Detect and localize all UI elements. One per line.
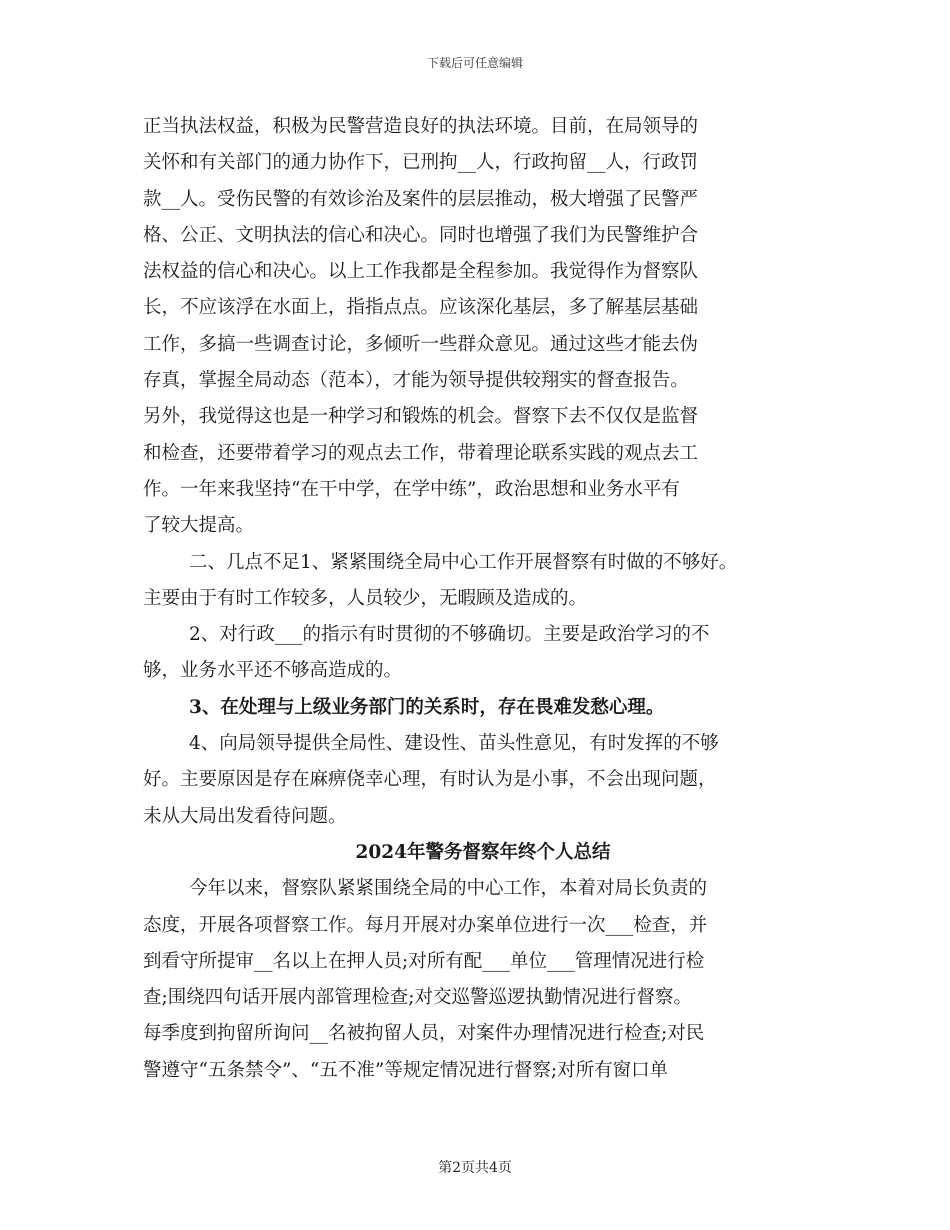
- text-line: 长，不应该浮在水面上，指指点点。应该深化基层，多了解基层基础: [143, 297, 699, 319]
- paragraph-start-line: 2、对行政___的指示有时贯彻的不够确切。主要是政治学习的不: [189, 624, 710, 646]
- page-header: 下载后可任意编辑: [426, 56, 523, 70]
- text-line: 查;围绕四句话开展内部管理检查;对交巡警巡逻执勤情况进行督察。: [143, 987, 692, 1009]
- bold-paragraph-line: 3、在处理与上级业务部门的关系时，存在畏难发愁心理。: [189, 696, 665, 718]
- text-line: 好。主要原因是存在麻痹侥幸心理，有时认为是小事，不会出现问题，: [143, 769, 717, 791]
- text-line: 工作，多搞一些调查讨论，多倾听一些群众意见。通过这些才能去伪: [143, 333, 699, 355]
- text-line: 款__人。受伤民警的有效诊治及案件的层层推动，极大增强了民警严: [143, 188, 699, 210]
- section-title: 2024年警务督察年终个人总结: [355, 841, 611, 863]
- text-line: 和检查，还要带着学习的观点去工作，带着理论联系实践的观点去工: [143, 442, 699, 464]
- text-line: 作。一年来我坚持“在干中学，在学中练”，政治思想和业务水平有: [143, 478, 680, 500]
- paragraph-start-line: 二、几点不足1、紧紧围绕全局中心工作开展督察有时做的不够好。: [189, 551, 738, 573]
- text-line: 格、公正、文明执法的信心和决心。同时也增强了我们为民警维护合: [143, 224, 699, 246]
- text-line: 正当执法权益，积极为民警营造良好的执法环境。目前，在局领导的: [143, 116, 699, 137]
- text-line: 态度，开展各项督察工作。每月开展对办案单位进行一次___检查，并: [143, 914, 708, 936]
- text-line: 关怀和有关部门的通力协作下，已刑拘__人，行政拘留__人，行政罚: [143, 152, 699, 174]
- paragraph-start-line: 今年以来，督察队紧紧围绕全局的中心工作，本着对局长负责的: [189, 878, 708, 900]
- text-line: 每季度到拘留所询问__名被拘留人员，对案件办理情况进行检查;对民: [143, 1023, 705, 1045]
- text-line: 警遵守“五条禁令”、“五不准”等规定情况进行督察;对所有窗口单: [143, 1059, 669, 1081]
- page-footer: 第2页共4页: [438, 1160, 512, 1176]
- text-line: 主要由于有时工作较多，人员较少，无暇顾及造成的。: [143, 587, 588, 609]
- paragraph-start-line: 4、向局领导提供全局性、建设性、苗头性意见，有时发挥的不够: [189, 733, 719, 755]
- text-line: 存真，掌握全局动态（范本），才能为领导提供较翔实的督查报告。: [143, 370, 689, 392]
- text-line: 了较大提高。: [143, 515, 255, 537]
- text-line: 法权益的信心和决心。以上工作我都是全程参加。我觉得作为督察队: [143, 261, 699, 283]
- text-line: 未从大局出发看待问题。: [143, 805, 347, 827]
- document-body: [143, 109, 823, 1089]
- text-line: 够，业务水平还不够高造成的。: [143, 660, 403, 682]
- text-line: 另外，我觉得这也是一种学习和锻炼的机会。督察下去不仅仅是监督: [143, 406, 699, 428]
- text-line: 到看守所提审__名以上在押人员;对所有配___单位___管理情况进行检: [143, 950, 705, 972]
